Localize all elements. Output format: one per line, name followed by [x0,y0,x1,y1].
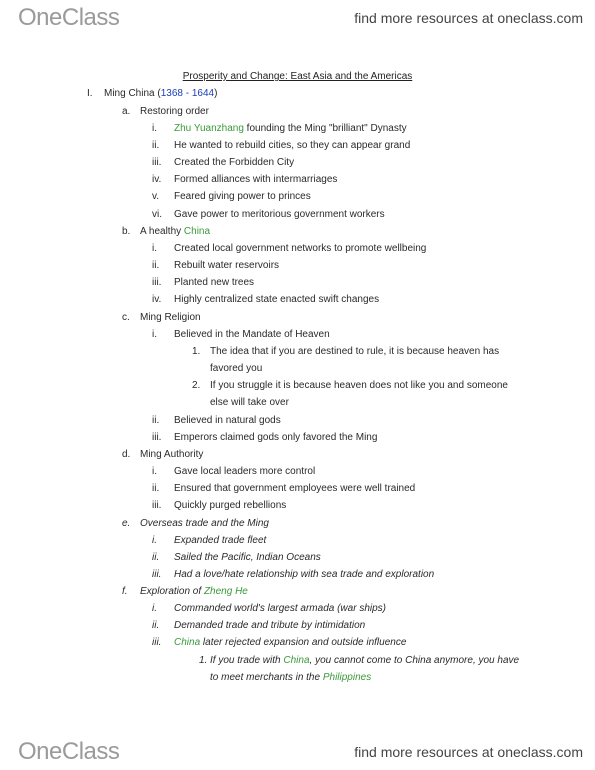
subitem-marker: 1. [199,655,208,666]
item-text: , you cannot come to China anymore, you have [309,655,520,666]
list-item: Emperors claimed gods only favored the Ming [174,432,378,443]
item-marker: ii. [152,552,160,563]
list-item: He wanted to rebuild cities, so they can appear grand [174,140,411,151]
item-marker: v. [152,191,160,202]
subitem-line: else will take over [210,397,289,408]
list-item: Believed in the Mandate of Heaven [174,329,330,340]
subsection-label [140,586,248,598]
subsection-marker: c. [122,312,130,323]
item-marker: ii. [152,260,160,271]
oneclass-logo[interactable]: OneClass [18,4,120,31]
item-text: to meet merchants in the [210,672,323,683]
subitem-marker: 1. [192,346,201,357]
subsection-marker: f. [122,586,128,597]
subsection-label [140,226,210,238]
list-item: Planted new trees [174,277,255,288]
list-item: Ensured that government employees were well trained [174,483,416,494]
subitem-line: favored you [210,363,263,374]
section-label: Ming China [104,88,155,99]
item-marker: vi. [152,209,162,220]
list-item: Highly centralized state enacted swift changes [174,294,380,305]
highlight-term: Zhu Yuanzhang [174,123,244,134]
resources-link[interactable]: find more resources at oneclass.com [354,10,583,26]
subsection-label: Overseas trade and the Ming [140,518,269,529]
subsection-label: Ming Religion [140,312,201,323]
item-marker: iii. [152,432,162,443]
resources-link[interactable]: find more resources at oneclass.com [354,744,583,760]
item-marker: iii. [152,157,162,168]
subsection-marker: b. [122,226,131,237]
list-item: Feared giving power to princes [174,191,311,202]
subitem-line: If you struggle it is because heaven does not like you and someone [210,380,508,391]
item-marker: ii. [152,415,160,426]
oneclass-logo[interactable]: OneClass [18,738,120,765]
list-item: Gave power to meritorious government workers [174,209,385,220]
item-marker: iii. [152,277,162,288]
list-item: Created the Forbidden City [174,157,295,168]
label-text: Exploration of [140,586,204,597]
item-marker: iv. [152,294,162,305]
item-text: If you trade with [210,655,284,666]
section-dates: 1368 - 1644 [160,88,215,99]
highlight-term: China [183,226,211,237]
list-item: Believed in natural gods [174,415,281,426]
list-item: Created local government networks to promote wellbeing [174,243,427,254]
section-marker: I. [87,88,93,99]
subsection-marker: a. [122,106,131,117]
item-text: founding the Ming "brilliant" Dynasty [243,123,407,134]
page-footer [0,738,595,768]
list-item: Had a love/hate relationship with sea trade and exploration [174,569,435,580]
item-marker: ii. [152,483,160,494]
list-item: Commanded world's largest armada (war ships) [174,603,386,614]
subitem-line [210,655,519,667]
item-marker: i. [152,603,157,614]
list-item: Rebuilt water reservoirs [174,260,280,271]
page-header [0,4,595,34]
item-marker: i. [152,243,157,254]
list-item: Demanded trade and tribute by intimidation [174,620,366,631]
item-marker: iii. [152,569,162,580]
label-text: A healthy [140,226,184,237]
list-item: Sailed the Pacific, Indian Oceans [174,552,321,563]
subitem-line: The idea that if you are destined to rule, it is because heaven has [210,346,500,357]
list-item [174,637,406,649]
subsection-marker: d. [122,449,131,460]
item-marker: ii. [152,620,160,631]
list-item [174,123,407,135]
item-marker: i. [152,466,157,477]
subitem-line [210,672,371,684]
list-item: Expanded trade fleet [174,535,267,546]
highlight-term: Zheng He [203,586,248,597]
item-marker: i. [152,329,157,340]
item-marker: ii. [152,140,160,151]
item-text: later rejected expansion and outside influence [200,637,407,648]
highlight-term: China [174,637,201,648]
list-item: Formed alliances with intermarriages [174,174,338,185]
page-title: Prosperity and Change: East Asia and the Americas [182,71,413,82]
subsection-label: Restoring order [140,106,209,117]
item-marker: iii. [152,500,162,511]
subitem-marker: 2. [192,380,201,391]
list-item: Gave local leaders more control [174,466,316,477]
item-marker: i. [152,535,157,546]
highlight-term: Philippines [322,672,372,683]
item-marker: iii. [152,637,162,648]
list-item: Quickly purged rebellions [174,500,287,511]
subsection-label: Ming Authority [140,449,204,460]
section-heading: Ming China (1368 - 1644) [104,88,218,99]
highlight-term: China [283,655,310,666]
item-marker: i. [152,123,157,134]
subsection-marker: e. [122,518,131,529]
item-marker: iv. [152,174,162,185]
